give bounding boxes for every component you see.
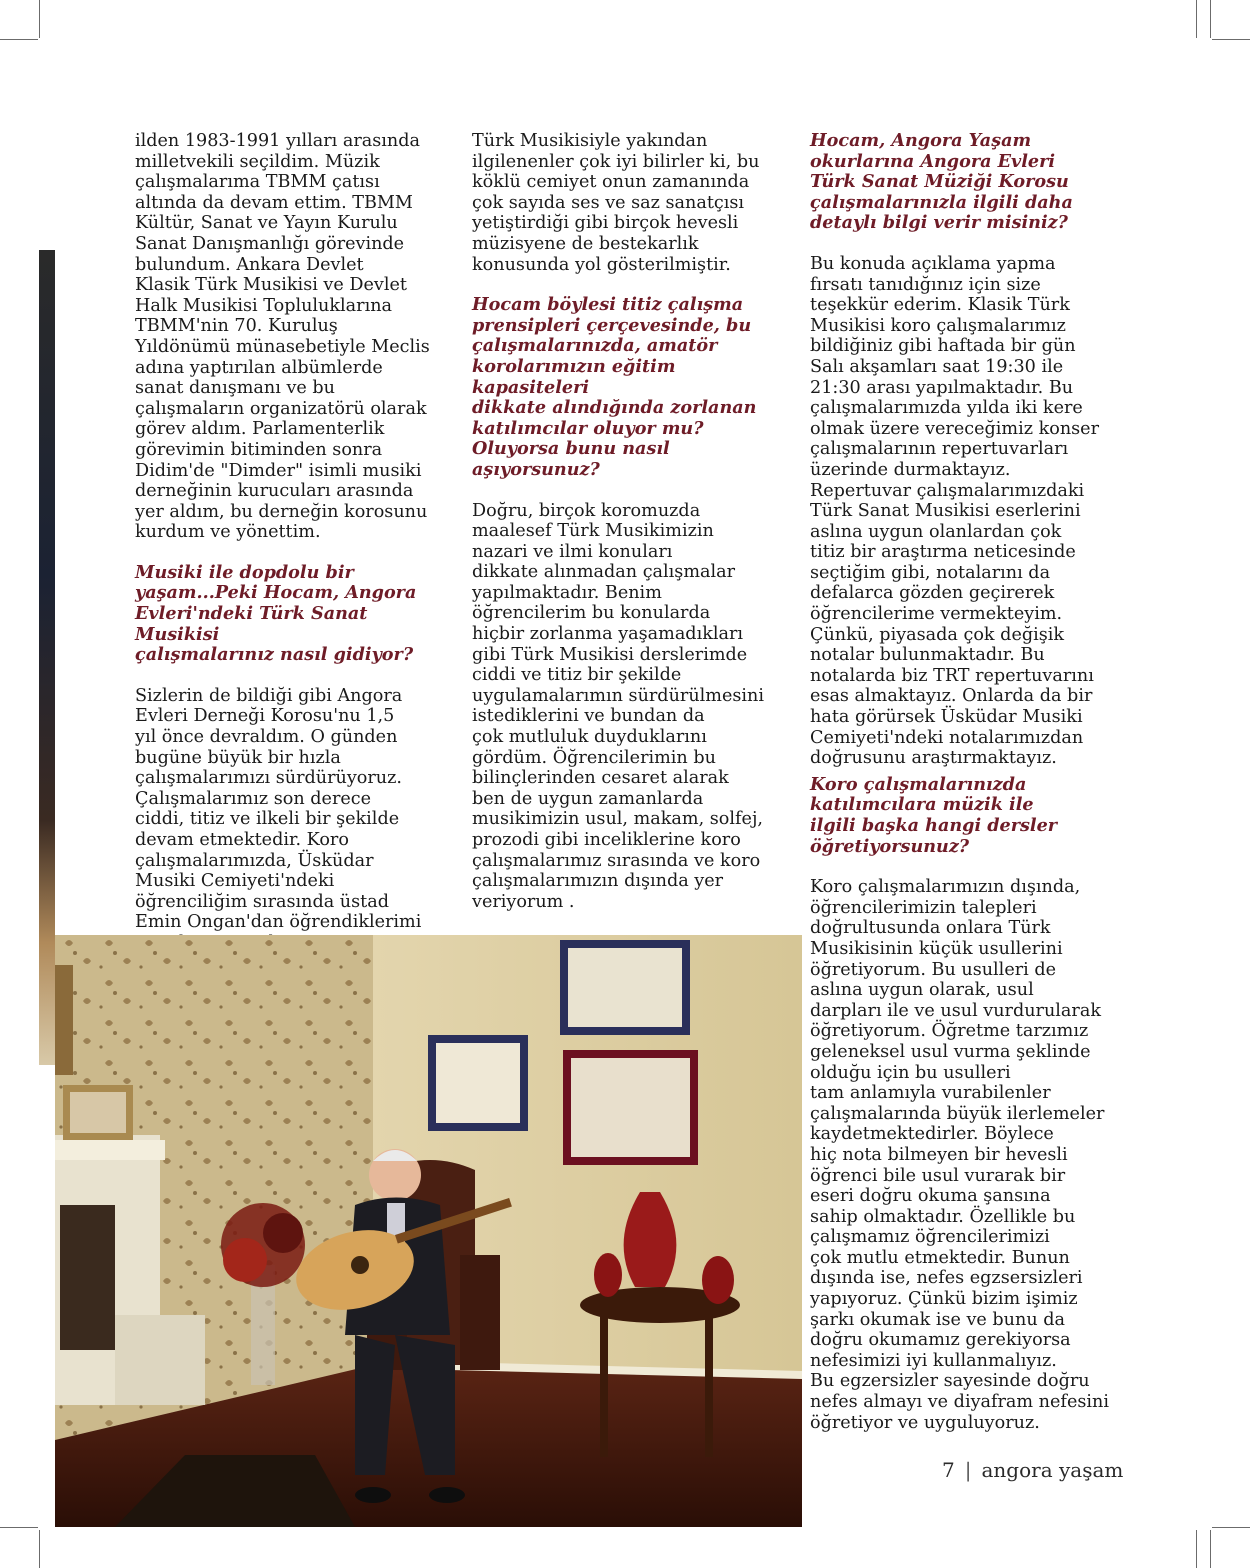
article-column-1: [135, 131, 455, 954]
crop-mark: [1212, 1527, 1250, 1528]
crop-mark: [1196, 0, 1197, 38]
magazine-name: angora yaşam: [981, 1458, 1124, 1482]
crop-mark: [39, 0, 40, 38]
paragraph: Koro çalışmalarımızın dışında, öğrencilerimizin talepleri doğrultusunda onlara Türk Musikisinin küçük usullerini öğretiyorum. Bu usulleri de aslına uygun olarak, usul darpları ile ve usul vurdurularak öğretiyorum. Öğretme tarzımız geleneksel usul vurma şeklinde olduğu için bu usulleri tam anlamıyla vurabilenler çalışmalarında büyük ilerlemeler kaydetmektedirler. Böylece hiç nota bilmeyen bir hevesli öğrenci bile usul vurarak bir eseri doğru okuma şansına sahip olmaktadır. Özellikle bu çalışmamız öğrencilerimizi çok mutlu etmektedir. Bunun dışında ise, nefes egzsersizleri yapıyoruz. Çünkü bizim işimiz şarkı okumak ise ve bunu da doğru okumamız gerekiyorsa nefesimizi iyi kullanmalıyız. Bu egzersizler sayesinde doğru nefes almayı ve diyafram nefesini öğretiyor ve uyguluyoruz.: [810, 877, 1109, 1433]
side-photo-bleed: [39, 250, 55, 1065]
crop-mark: [1212, 39, 1250, 40]
interview-question: Musiki ile dopdolu bir yaşam...Peki Hocam, Angora Evleri'ndeki Türk Sanat Musikisi çalışmalarınız nasıl gidiyor?: [135, 561, 417, 666]
interview-question: Hocam böylesi titiz çalışma prensipleri çerçevesinde, bu çalışmalarınızda, amatör korolarımızın eğitim kapasiteleri dikkate alındığında zorlanan katılımcılar oluyor mu? Oluyorsa bunu nasıl aşıyorsunuz?: [472, 294, 757, 480]
page-footer: [942, 1458, 1123, 1482]
crop-mark: [0, 1527, 38, 1528]
interview-question: Hocam, Angora Yaşam okurlarına Angora Evleri Türk Sanat Müziği Korosu çalışmalarınızla ilgili daha detaylı bilgi verir misiniz?: [810, 130, 1073, 234]
paragraph: Sizlerin de bildiği gibi Angora Evleri Derneği Korosu'nu 1,5 yıl önce devraldım. O günden bugüne büyük bir hızla çalışmalarımızı sürdürüyoruz. Çalışmalarımız son derece ciddi, titiz ve ilkeli bir şekilde devam etmektedir. Koro çalışmalarımızda, Üsküdar Musiki Cemiyeti'ndeki öğrenciliğim sırasında üstad Emin Ongan'dan öğrendiklerimi: [135, 685, 422, 933]
crop-mark: [39, 1530, 40, 1568]
crop-mark: [1196, 1530, 1197, 1568]
article-column-3: [810, 131, 1130, 1433]
page-number: 7: [942, 1458, 955, 1482]
crop-mark: [0, 39, 38, 40]
footer-separator: |: [964, 1458, 972, 1482]
interview-photo: [55, 935, 802, 1527]
paragraph: ilden 1983-1991 yılları arasında milletvekili seçildim. Müzik çalışmalarıma TBMM çatısı altında da devam ettim. TBMM Kültür, Sanat ve Yayın Kurulu Sanat Danışmanlığı görevinde bulundum. Ankara Devlet Klasik Türk Musikisi ve Devlet Halk Musikisi Topluluklarına TBMM'nin 70. Kuruluş Yıldönümü münasebetiyle Meclis adına yaptırılan albümlerde sanat danışmanı ve bu çalışmaların organizatörü olarak görev aldım. Parlamenterlik görevimin bitiminden sonra Didim'de "Dimder" isimli musiki derneğinin kurucuları arasında yer aldım, bu derneğin korosunu kurdum ve yönettim.: [135, 131, 430, 543]
paragraph: Bu konuda açıklama yapma fırsatı tanıdığınız için size teşekkür ederim. Klasik Türk Musikisi koro çalışmalarımız bildiğiniz gibi haftada bir gün Salı akşamları saat 19:30 ile 21:30 arası yapılmaktadır. Bu çalışmalarımızda yılda iki kere olmak üzere vereceğimiz konser çalışmalarının repertuvarları üzerinde durmaktayız. Repertuvar çalışmalarımızdaki Türk Sanat Musikisi eserlerini aslına uygun olanlardan çok titiz bir araştırma neticesinde seçtiğim gibi, notalarını da defalarca gözden geçirerek öğrencilerime vermekteyim. Çünkü, piyasada çok değişik notalar bulunmaktadır. Bu notalarda biz TRT repertuvarını esas almaktayız. Onlarda da bir hata görürsek Üsküdar Musiki Cemiyeti'ndeki notalarımızdan doğrusunu araştırmaktayız.: [810, 253, 1100, 769]
article-column-2: [472, 131, 792, 912]
paragraph: Türk Musikisiyle yakından ilgilenenler çok iyi bilirler ki, bu köklü cemiyet onun zamanında çok sayıda ses ve saz sanatçısı yetiştirdiği gibi birçok hevesli müzisyene de bestekarlık konusunda yol gösterilmiştir.: [472, 131, 760, 275]
paragraph: Doğru, birçok koromuzda maalesef Türk Musikimizin nazari ve ilmi konuları dikkate alınmadan çalışmalar yapılmaktadır. Benim öğrencilerim bu konularda hiçbir zorlanma yaşamadıkları gibi Türk Musikisi derslerimde ciddi ve titiz bir şekilde uygulamalarımın sürdürülmesini istediklerini ve bundan da çok mutluluk duyduklarını gördüm. Öğrencilerimin bu bilinçlerinden cesaret alarak ben de uygun zamanlarda musikimizin usul, makam, solfej, prozodi gibi inceliklerine koro çalışmalarımız sırasında ve koro çalışmalarımızın dışında yer veriyorum .: [472, 500, 764, 912]
crop-mark: [1210, 0, 1211, 38]
interview-question: Koro çalışmalarınızda katılımcılara müzik ile ilgili başka hangi dersler öğretiyorsunuz?: [810, 773, 1058, 857]
crop-mark: [1210, 1530, 1211, 1568]
